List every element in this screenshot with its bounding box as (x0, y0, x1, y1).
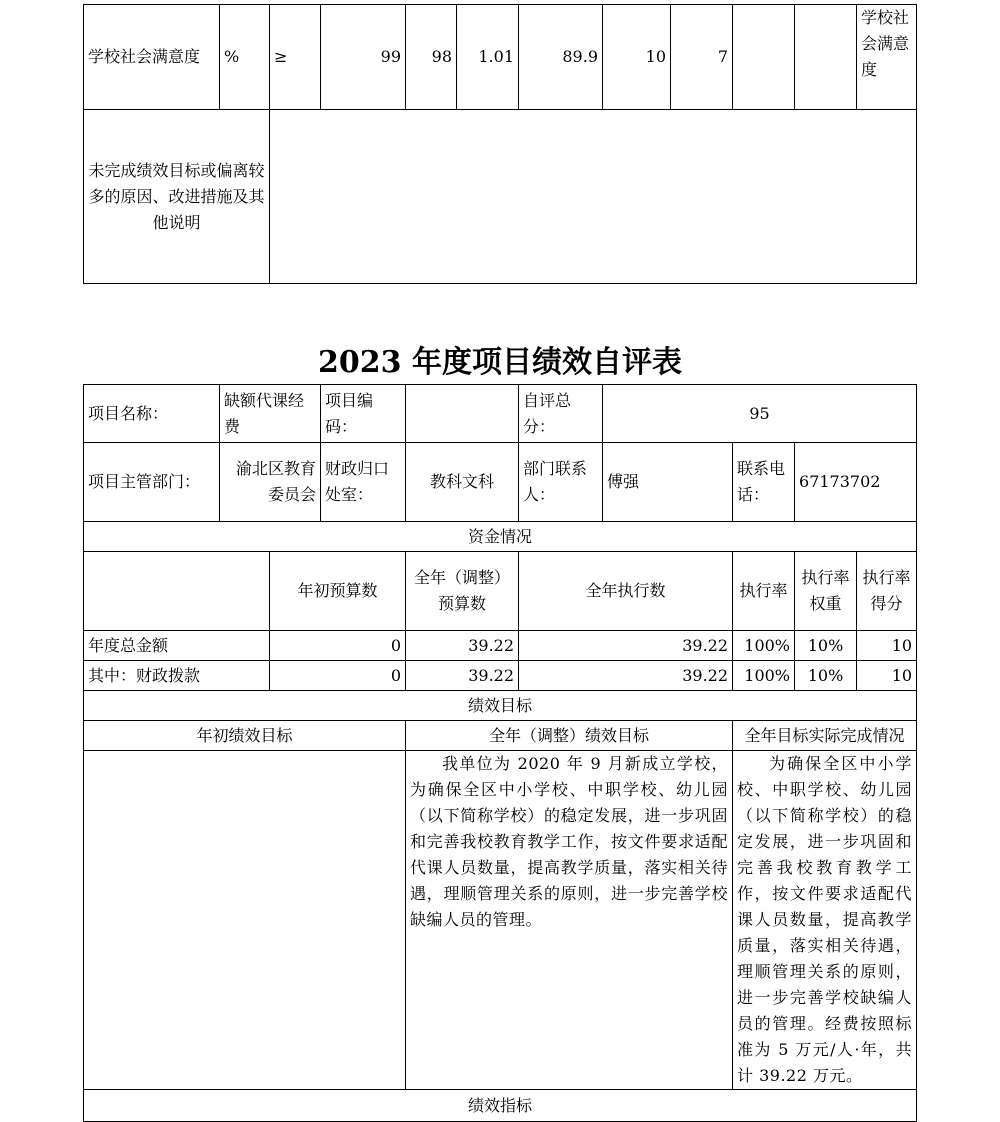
score-value: 95 (603, 385, 917, 443)
indicator-value-4: 89.9 (519, 5, 603, 110)
goals-content-row (84, 751, 917, 1090)
funds-row-total (84, 631, 917, 661)
indicator-name: 学校社会满意度 (84, 5, 220, 110)
funds-row-label: 年度总金额 (84, 631, 270, 661)
funds-header-rate: 执行率 (733, 552, 795, 631)
indicators-section-row (84, 1090, 917, 1122)
goals-header-actual: 全年目标实际完成情况 (733, 721, 917, 751)
funds-cell: 39.22 (519, 661, 733, 691)
funds-row-label: 其中：财政拨款 (84, 661, 270, 691)
funds-header-weight: 执行率权重 (795, 552, 857, 631)
score-label: 自评总分： (519, 385, 603, 443)
goals-header-initial: 年初绩效目标 (84, 721, 406, 751)
funds-cell: 10% (795, 631, 857, 661)
goals-adjusted-text: 我单位为 2020 年 9 月新成立学校，为确保全区中小学校、中职学校、幼儿园（以下简称学校）的稳定发展，进一步巩固和完善我校教育教学工作，按文件要求适配代课人员数量，提高教学质量，落实相关待遇，理顺管理关系的原则，进一步完善学校缺编人员的管理。 (406, 751, 733, 1090)
evaluation-table (83, 384, 917, 1122)
project-name-label: 项目名称： (84, 385, 220, 443)
funds-section-row (84, 522, 917, 552)
project-name: 缺额代课经费 (220, 385, 321, 443)
contact-label: 部门联系人： (519, 443, 603, 522)
phone-value: 67173702 (795, 443, 917, 522)
funds-header-adjusted: 全年（调整）预算数 (406, 552, 519, 631)
dept-value: 渝北区教育委员会 (220, 443, 321, 522)
goals-section-title: 绩效目标 (84, 691, 917, 721)
funds-header-initial: 年初预算数 (270, 552, 406, 631)
funds-cell: 0 (270, 631, 406, 661)
phone-label: 联系电话： (733, 443, 795, 522)
funds-cell: 39.22 (406, 631, 519, 661)
funds-cell: 10 (857, 631, 917, 661)
dept-label: 项目主管部门： (84, 443, 220, 522)
indicator-value-1: 99 (321, 5, 406, 110)
indicator-note: 学校社会满意度 (857, 5, 917, 110)
funds-header-score: 执行率得分 (857, 552, 917, 631)
reason-row (84, 110, 917, 284)
indicator-value-6: 7 (671, 5, 733, 110)
contact-value: 傅强 (603, 443, 733, 522)
goals-header-adjusted: 全年（调整）绩效目标 (406, 721, 733, 751)
funds-section-title: 资金情况 (84, 522, 917, 552)
funds-cell: 0 (270, 661, 406, 691)
satisfaction-row (84, 5, 917, 110)
project-code-label: 项目编码： (321, 385, 406, 443)
indicator-operator: ≥ (270, 5, 321, 110)
indicator-unit: % (220, 5, 270, 110)
funds-cell: 39.22 (519, 631, 733, 661)
indicator-value-3: 1.01 (457, 5, 519, 110)
indicator-value-2: 98 (406, 5, 457, 110)
reason-value (270, 110, 917, 284)
funds-header-row (84, 552, 917, 631)
funds-row-fiscal (84, 661, 917, 691)
project-code (406, 385, 519, 443)
indicator-value-5: 10 (603, 5, 671, 110)
funds-cell: 100% (733, 631, 795, 661)
document-title: 2023 年度项目绩效自评表 (318, 345, 682, 380)
goals-section-row (84, 691, 917, 721)
info-row-1 (84, 385, 917, 443)
funds-cell: 39.22 (406, 661, 519, 691)
funds-cell: 100% (733, 661, 795, 691)
funds-header-executed: 全年执行数 (519, 552, 733, 631)
indicators-section-title: 绩效指标 (84, 1090, 917, 1122)
finance-label: 财政归口处室： (321, 443, 406, 522)
indicator-value-8 (795, 5, 857, 110)
goals-initial-text (84, 751, 406, 1090)
satisfaction-table (83, 4, 917, 284)
funds-cell: 10 (857, 661, 917, 691)
finance-value: 教科文科 (406, 443, 519, 522)
goals-header-row (84, 721, 917, 751)
goals-actual-text: 为确保全区中小学校、中职学校、幼儿园（以下简称学校）的稳定发展，进一步巩固和完善我校教育教学工作，按文件要求适配代课人员数量，提高教学质量，落实相关待遇，理顺管理关系的原则，进一步完善学校缺编人员的管理。经费按照标准为 5 万元/人·年，共计 39.22 万元。 (733, 751, 917, 1090)
funds-cell: 10% (795, 661, 857, 691)
funds-header-blank (84, 552, 270, 631)
info-row-2 (84, 443, 917, 522)
reason-label: 未完成绩效目标或偏离较多的原因、改进措施及其他说明 (84, 110, 270, 284)
indicator-value-7 (733, 5, 795, 110)
